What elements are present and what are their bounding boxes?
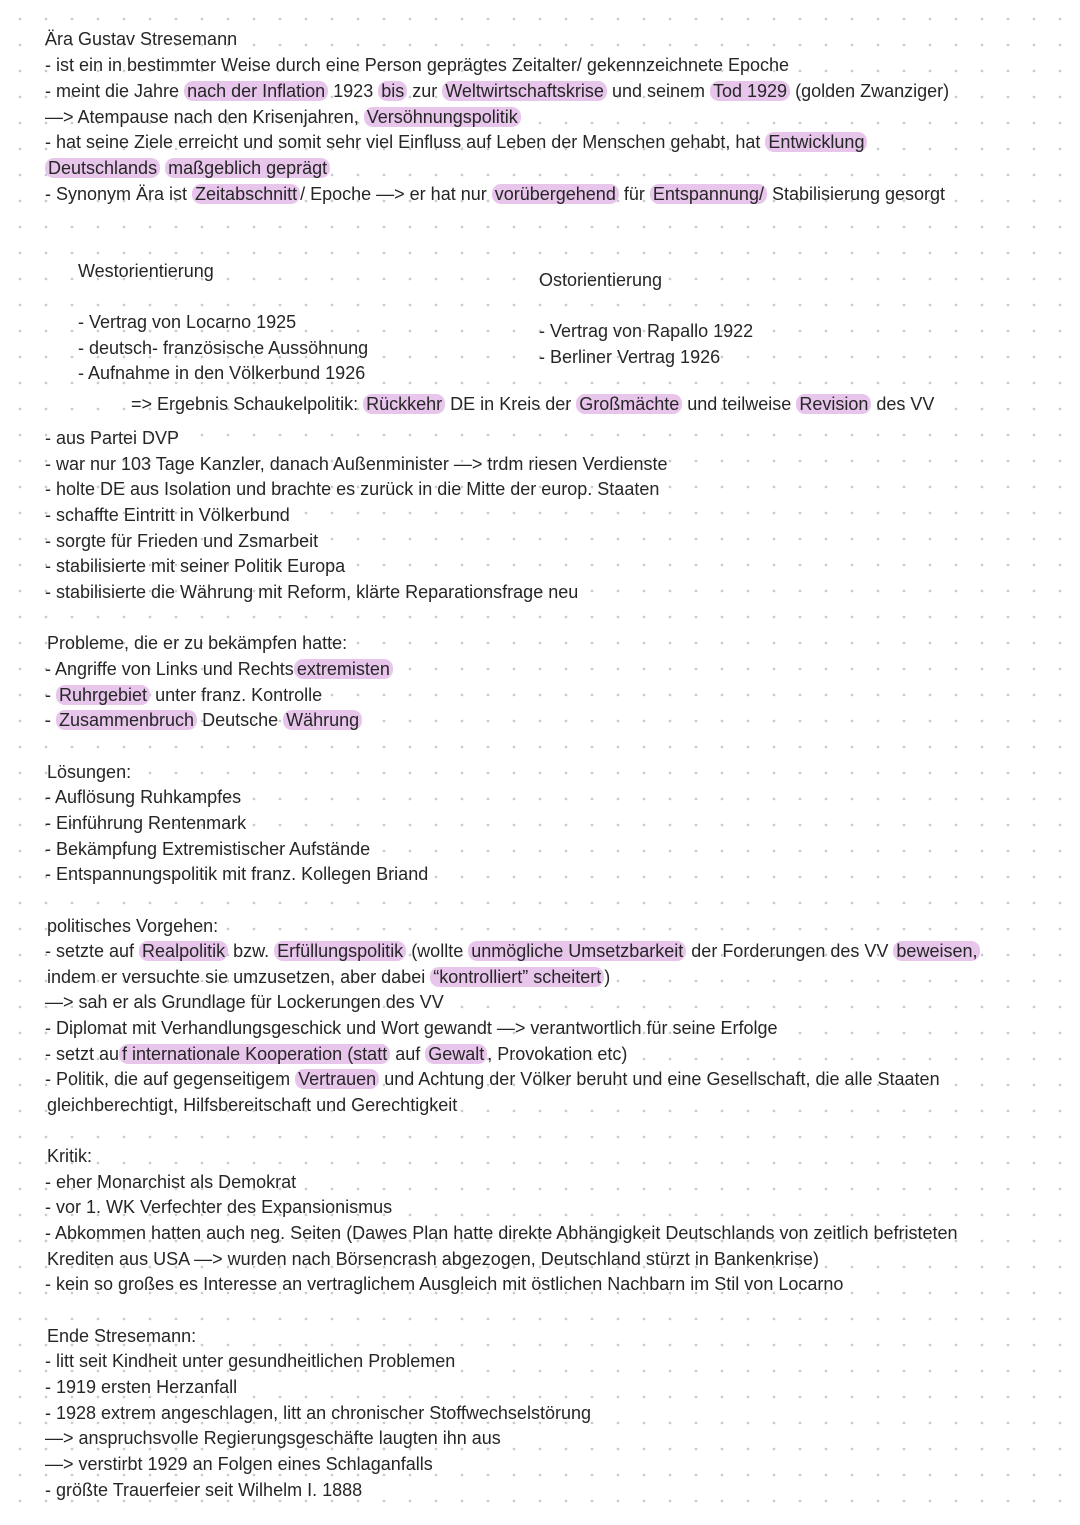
- intro-line: - ist ein in bestimmter Weise durch eine Person geprägtes Zeitalter/ gekennzeichnete Epoche: [45, 55, 790, 75]
- intro-line: [45, 156, 330, 180]
- text: und teilweise: [682, 394, 797, 414]
- intro-line: [45, 130, 867, 154]
- highlight: “kontrolliert” scheitert: [430, 967, 604, 987]
- solution-item: - Auflösung Ruhkampfes: [45, 787, 242, 807]
- problem-item: [45, 683, 322, 707]
- text: (wollte: [406, 941, 469, 961]
- politics-line: - Diplomat mit Verhandlungsgeschick und Wort gewandt —> verantwortlich für seine Erfolge: [45, 1018, 778, 1038]
- highlight: Entspannung/: [650, 184, 767, 204]
- solution-item: - Bekämpfung Extremistischer Aufstände: [45, 839, 371, 859]
- highlight: Deutschlands: [45, 158, 160, 178]
- text: indem er versuchte sie umzusetzen, aber dabei: [47, 967, 431, 987]
- fact-item: - aus Partei DVP: [45, 428, 180, 448]
- criticism-title: Kritik:: [47, 1146, 92, 1166]
- intro-line: [45, 182, 945, 206]
- text: - meint die Jahre: [45, 81, 185, 101]
- end-item: - größte Trauerfeier seit Wilhelm I. 1888: [45, 1480, 363, 1500]
- criticism-item: - vor 1. WK Verfechter des Expansionismus: [45, 1197, 393, 1217]
- politics-line: [45, 1042, 627, 1066]
- highlight: f internationale Kooperation (statt: [119, 1044, 390, 1064]
- fact-item: - war nur 103 Tage Kanzler, danach Außenminister —> trdm riesen Verdienste: [45, 454, 668, 474]
- politics-line: gleichberechtigt, Hilfsbereitschaft und Gerechtigkeit: [47, 1095, 458, 1115]
- highlight: Versöhnungspolitik: [364, 107, 521, 127]
- highlight: Vertrauen: [295, 1069, 379, 1089]
- intro-line: [45, 105, 521, 129]
- highlight: Erfüllungspolitik: [274, 941, 406, 961]
- highlight: Großmächte: [576, 394, 682, 414]
- solution-item: - Entspannungspolitik mit franz. Kollegen Briand: [45, 864, 429, 884]
- west-item: - deutsch- französische Aussöhnung: [78, 338, 369, 358]
- highlight: Revision: [796, 394, 871, 414]
- ost-title: Ostorientierung: [539, 270, 663, 290]
- text: - Politik, die auf gegenseitigem: [45, 1069, 296, 1089]
- text: 1923: [328, 81, 379, 101]
- ost-item: - Vertrag von Rapallo 1922: [539, 321, 754, 341]
- text: - Synonym Ära ist: [45, 184, 193, 204]
- highlight: Zusammenbruch: [56, 710, 197, 730]
- end-item: - 1919 ersten Herzanfall: [45, 1377, 238, 1397]
- highlight: Zeitabschnitt: [192, 184, 300, 204]
- text: / Epoche —> er hat nur: [300, 184, 492, 204]
- fact-item: - holte DE aus Isolation und brachte es zurück in die Mitte der europ. Staaten: [45, 479, 660, 499]
- solution-item: - Einführung Rentenmark: [45, 813, 247, 833]
- west-item: - Vertrag von Locarno 1925: [78, 312, 297, 332]
- text: - Angriffe von Links und Rechts: [45, 659, 294, 679]
- highlight: extremisten: [294, 659, 393, 679]
- text: - setzte auf: [45, 941, 140, 961]
- fact-item: - sorgte für Frieden und Zsmarbeit: [45, 531, 319, 551]
- text: zur: [407, 81, 443, 101]
- highlight: beweisen,: [893, 941, 980, 961]
- highlight: nach der Inflation: [184, 81, 328, 101]
- problem-item: [45, 708, 362, 732]
- highlight: Tod 1929: [710, 81, 790, 101]
- text: Deutsche: [197, 710, 284, 730]
- text: und seinem: [606, 81, 710, 101]
- end-item: - 1928 extrem angeschlagen, litt an chronischer Stoffwechselstörung: [45, 1403, 591, 1423]
- problems-title: Probleme, die er zu bekämpfen hatte:: [47, 633, 348, 653]
- highlight: Währung: [283, 710, 362, 730]
- highlight: maßgeblich geprägt: [165, 158, 330, 178]
- politics-line: —> sah er als Grundlage für Lockerungen des VV: [45, 992, 444, 1012]
- fact-item: - schaffte Eintritt in Völkerbund: [45, 505, 290, 525]
- end-title: Ende Stresemann:: [47, 1326, 197, 1346]
- fact-item: - stabilisierte mit seiner Politik Europa: [45, 556, 346, 576]
- criticism-item: - eher Monarchist als Demokrat: [45, 1172, 297, 1192]
- politics-title: politisches Vorgehen:: [47, 916, 219, 936]
- politics-line: [47, 965, 610, 989]
- text: (golden Zwanziger): [790, 81, 950, 101]
- text: und Achtung der Völker beruht und eine Gesellschaft, die alle Staaten: [379, 1069, 940, 1089]
- text: , Provokation etc): [487, 1044, 628, 1064]
- section-title-era: Ära Gustav Stresemann: [45, 29, 238, 49]
- fact-item: - stabilisierte die Währung mit Reform, klärte Reparationsfrage neu: [45, 582, 579, 602]
- text: —> Atempause nach den Krisenjahren,: [45, 107, 364, 127]
- politics-line: [45, 1067, 940, 1091]
- highlight: Entwicklung: [765, 132, 867, 152]
- highlight: Realpolitik: [139, 941, 228, 961]
- ost-item: - Berliner Vertrag 1926: [539, 347, 721, 367]
- criticism-item: - kein so großes es Interesse an vertraglichem Ausgleich mit östlichen Nachbarn im Stil von Locarno: [45, 1274, 844, 1294]
- text: DE in Kreis der: [445, 394, 577, 414]
- text: - setzt au: [45, 1044, 120, 1064]
- problem-item: [45, 657, 393, 681]
- intro-line: [45, 79, 949, 103]
- text: ): [604, 967, 611, 987]
- end-item: —> anspruchsvolle Regierungsgeschäfte laugten ihn aus: [45, 1428, 501, 1448]
- result-line: [131, 392, 934, 416]
- highlight: Rückkehr: [363, 394, 445, 414]
- criticism-item: Krediten aus USA —> wurden nach Börsencrash abgezogen, Deutschland stürzt in Bankenkrise): [47, 1249, 819, 1269]
- highlight: vorübergehend: [492, 184, 619, 204]
- text: => Ergebnis Schaukelpolitik:: [131, 394, 364, 414]
- west-item: - Aufnahme in den Völkerbund 1926: [78, 363, 366, 383]
- highlight: Ruhrgebiet: [56, 685, 150, 705]
- text: -: [45, 710, 56, 730]
- end-item: - litt seit Kindheit unter gesundheitlichen Problemen: [45, 1351, 456, 1371]
- highlight: Weltwirtschaftskrise: [442, 81, 607, 101]
- west-title: Westorientierung: [78, 261, 214, 281]
- solutions-title: Lösungen:: [47, 762, 132, 782]
- highlight: Gewalt: [425, 1044, 487, 1064]
- text: der Forderungen des VV: [686, 941, 894, 961]
- highlight: bis: [378, 81, 407, 101]
- text: -: [45, 685, 56, 705]
- highlight: unmögliche Umsetzbarkeit: [468, 941, 686, 961]
- text: unter franz. Kontrolle: [150, 685, 323, 705]
- end-item: —> verstirbt 1929 an Folgen eines Schlaganfalls: [45, 1454, 433, 1474]
- text: Stabilisierung gesorgt: [766, 184, 946, 204]
- text: auf: [390, 1044, 426, 1064]
- text: bzw.: [228, 941, 275, 961]
- text: des VV: [871, 394, 935, 414]
- politics-line: [45, 939, 980, 963]
- criticism-item: - Abkommen hatten auch neg. Seiten (Dawes Plan hatte direkte Abhängigkeit Deutschlands von zeitlich befristeten: [45, 1223, 958, 1243]
- text: für: [618, 184, 650, 204]
- text: - hat seine Ziele erreicht und somit sehr viel Einfluss auf Leben der Menschen gehabt, hat: [45, 132, 766, 152]
